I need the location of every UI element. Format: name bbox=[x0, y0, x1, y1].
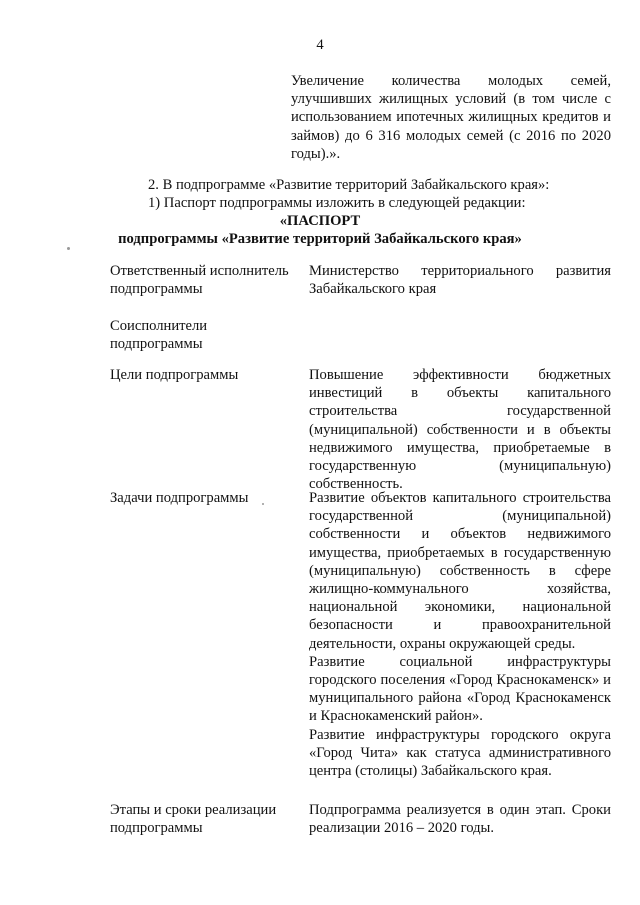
passport-title-line1: «ПАСПОРТ bbox=[279, 213, 361, 229]
row-value bbox=[309, 801, 611, 837]
row-value bbox=[309, 262, 611, 298]
row-value-paragraph: Повышение эффективности бюджетных инвестиций в объекты капитального строительства государственной (муниципальной) собственности и в объекты недвижимого имущества, приобретаемые в государственную (муниципальную) собственность. bbox=[309, 367, 611, 493]
row-label: Цели подпрограммы bbox=[110, 367, 239, 383]
row-value-paragraph: Развитие объектов капитального строительства государственной (муниципальной) собственности и объектов недвижимого имущества, приобретаемых в государственную (муниципальную) собственность в сфере жилищно-коммунального хозяйства, национальной экономики, национальной безопасности и правоохранительной деятельности, охраны окружающей среды. bbox=[309, 490, 611, 652]
row-label: Задачи подпрограммы bbox=[110, 490, 249, 506]
scan-speck bbox=[67, 247, 70, 250]
row-label: Ответственный исполнитель подпрограммы bbox=[110, 263, 289, 298]
row-value bbox=[309, 489, 611, 780]
row-label: Этапы и сроки реализации подпрограммы bbox=[110, 802, 277, 837]
row-value-paragraph: Развитие инфраструктуры городского округа «Город Чита» как статуса административного центра (столицы) Забайкальского края. bbox=[309, 726, 611, 780]
row-value-paragraph: Развитие социальной инфраструктуры городского поселения «Город Краснокаменск» и муниципального района «Город Краснокаменск и Краснокаменский район». bbox=[309, 653, 611, 725]
page-number: 4 bbox=[316, 37, 324, 53]
scan-speck bbox=[262, 503, 264, 505]
passport-title bbox=[0, 212, 640, 248]
row-value-paragraph: Подпрограмма реализуется в один этап. Сроки реализации 2016 – 2020 годы. bbox=[309, 802, 611, 837]
row-label: Соисполнители подпрограммы bbox=[110, 318, 208, 353]
amendment-item: 2. В подпрограмме «Развитие территорий Забайкальского края»: bbox=[148, 177, 550, 193]
amendment-item: 1) Паспорт подпрограммы изложить в следующей редакции: bbox=[148, 195, 526, 212]
row-value bbox=[309, 366, 611, 493]
row-value-paragraph: Министерство территориального развития Забайкальского края bbox=[309, 263, 611, 298]
amendment-items bbox=[148, 176, 618, 212]
passport-title-line2: подпрограммы «Развитие территорий Забайкальского края» bbox=[118, 231, 522, 247]
carryover-paragraph: Увеличение количества молодых семей, улучшивших жилищных условий (в том числе с использованием ипотечных жилищных кредитов и займов) до 6 316 молодых семей (с 2016 по 2020 годы).». bbox=[291, 73, 611, 162]
